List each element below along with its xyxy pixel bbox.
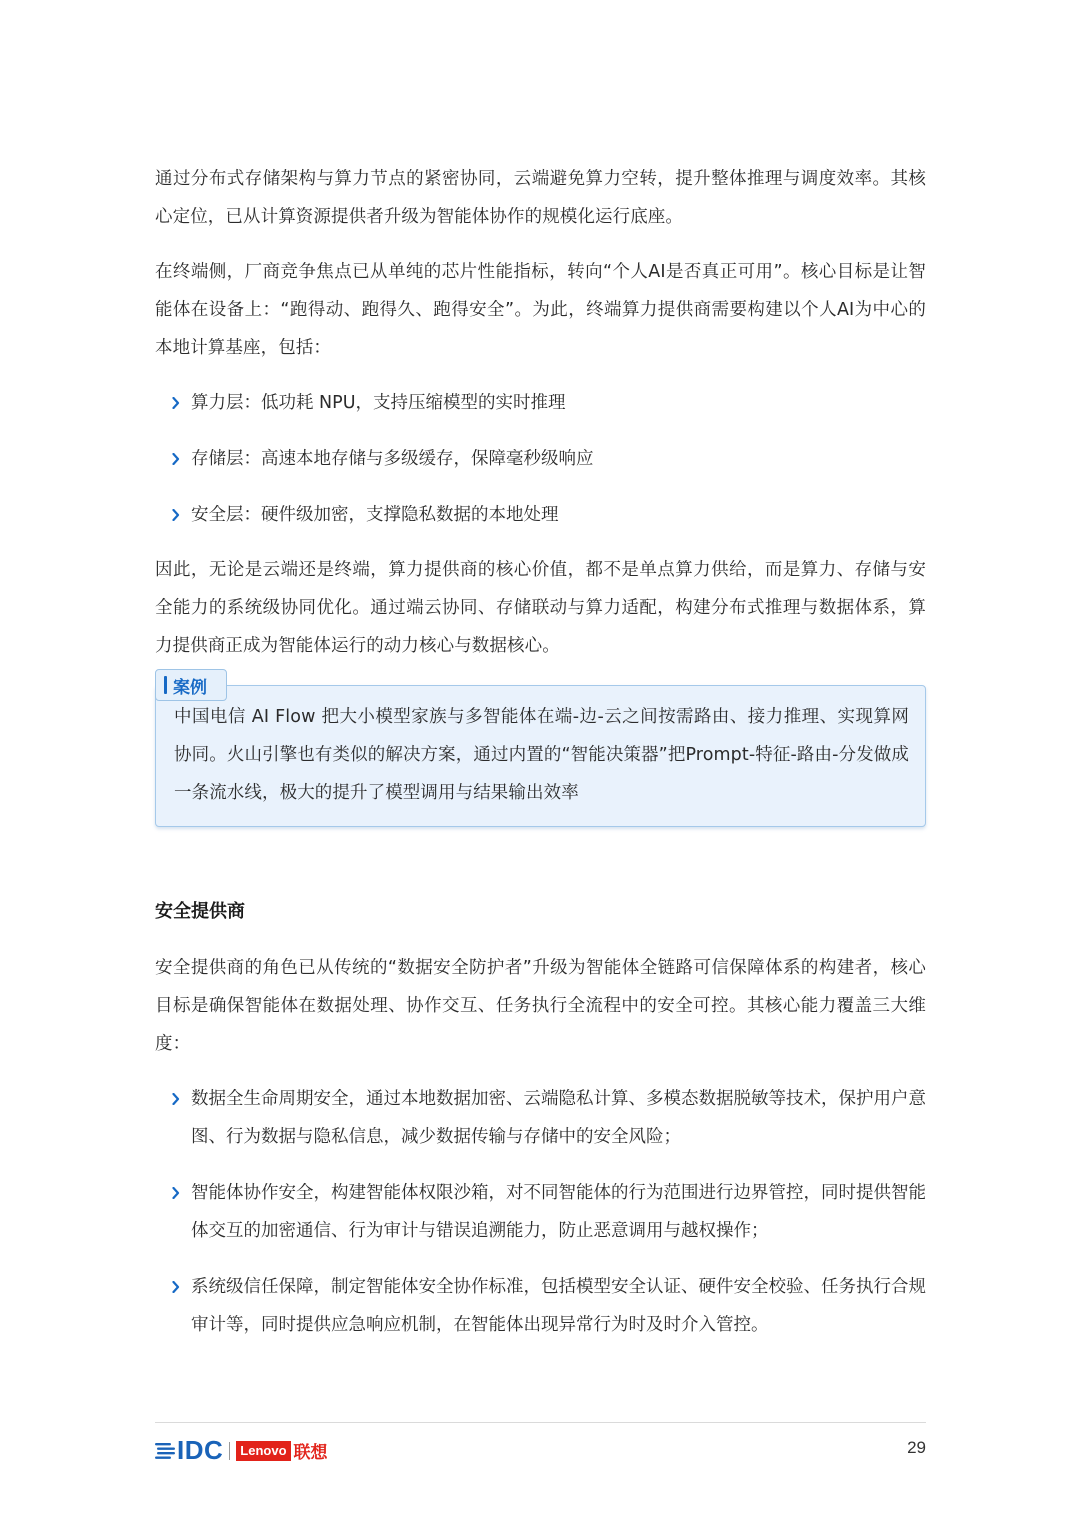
paragraph-terminal-side: 在终端侧，厂商竞争焦点已从单纯的芯片性能指标，转向“个人AI是否真正可用”。核心目标是让智能体在设备上：“跑得动、跑得久、跑得安全”。为此，终端算力提供商需要构建以个人AI为中心的本地计算基座，包括：: [155, 262, 926, 358]
case-tag-bar: [164, 676, 167, 694]
chevron-right-icon: [172, 496, 184, 534]
list-item: [155, 1268, 926, 1344]
list-item-text: 算力层：低功耗 NPU，支持压缩模型的实时推理: [191, 393, 566, 413]
case-text: 中国电信 AI Flow 把大小模型家族与多智能体在端-边-云之间按需路由、接力推理、实现算网协同。火山引擎也有类似的解决方案，通过内置的“智能决策器”把Prompt-特征-路由-分发做成一条流水线，极大的提升了模型调用与结果输出效率: [174, 707, 909, 803]
list-item-text: 存储层：高速本地存储与多级缓存，保障毫秒级响应: [191, 449, 594, 469]
list-item-text: 系统级信任保障，制定智能体安全协作标准，包括模型安全认证、硬件安全校验、任务执行合规审计等，同时提供应急响应机制，在智能体出现异常行为时及时介入管控。: [191, 1277, 926, 1335]
list-item-text: 智能体协作安全，构建智能体权限沙箱，对不同智能体的行为范围进行边界管控，同时提供智能体交互的加密通信、行为审计与错误追溯能力，防止恶意调用与越权操作；: [191, 1183, 926, 1241]
list-item-text: 数据全生命周期安全，通过本地数据加密、云端隐私计算、多模态数据脱敏等技术，保护用户意图、行为数据与隐私信息，减少数据传输与存储中的安全风险；: [191, 1089, 926, 1147]
list-item: [155, 1080, 926, 1156]
list-item: [155, 384, 926, 422]
idc-logo-text: IDC: [177, 1435, 224, 1465]
section-heading-security: 安全提供商: [155, 901, 245, 922]
case-tag: [155, 669, 227, 701]
case-box: [155, 685, 926, 827]
idc-stripes-icon: [155, 1442, 175, 1460]
lenovo-logo: Lenovo: [236, 1441, 290, 1461]
case-callout: [155, 677, 926, 827]
logo-divider: [229, 1442, 230, 1460]
list-item: [155, 1174, 926, 1250]
paragraph-conclusion: 因此，无论是云端还是终端，算力提供商的核心价值，都不是单点算力供给，而是算力、存储与安全能力的系统级协同优化。通过端云协同、存储联动与算力适配，构建分布式推理与数据体系，算力提供商正成为智能体运行的动力核心与数据核心。: [155, 560, 926, 656]
paragraph-security-intro: 安全提供商的角色已从传统的“数据安全防护者”升级为智能体全链路可信保障体系的构建者，核心目标是确保智能体在数据处理、协作交互、任务执行全流程中的安全可控。其核心能力覆盖三大维度：: [155, 958, 926, 1054]
list-item-text: 安全层：硬件级加密，支撑隐私数据的本地处理: [191, 505, 559, 525]
compute-layers-list: [155, 384, 926, 534]
page-footer: [155, 1422, 926, 1465]
security-dimensions-list: [155, 1080, 926, 1344]
list-item: [155, 496, 926, 534]
idc-logo: [155, 1435, 223, 1466]
footer-logos: [155, 1435, 328, 1466]
chevron-right-icon: [172, 384, 184, 422]
case-tag-label: 案例: [173, 677, 207, 698]
paragraph-cloud-summary: 通过分布式存储架构与算力节点的紧密协同，云端避免算力空转，提升整体推理与调度效率。其核心定位，已从计算资源提供者升级为智能体协作的规模化运行底座。: [155, 169, 926, 227]
chevron-right-icon: [172, 1080, 184, 1118]
chevron-right-icon: [172, 1174, 184, 1212]
list-item: [155, 440, 926, 478]
page-number: 29: [907, 1438, 926, 1457]
lenovo-logo-cn: 联想: [293, 1443, 328, 1463]
chevron-right-icon: [172, 1268, 184, 1306]
chevron-right-icon: [172, 440, 184, 478]
page-body: [155, 160, 926, 1361]
